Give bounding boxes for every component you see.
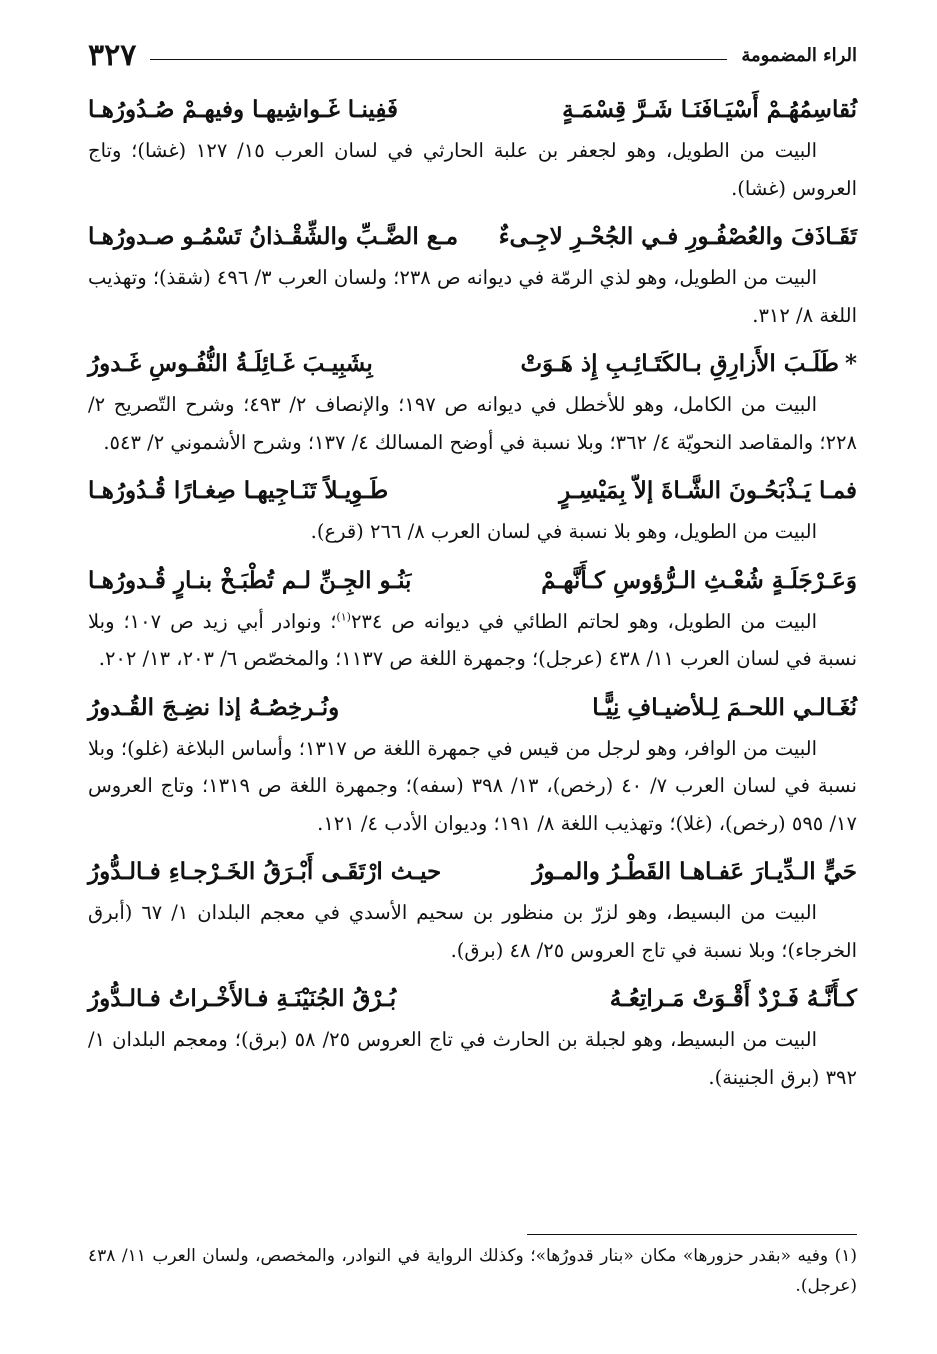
verse-commentary: البيت من الكامل، وهو للأخطل في ديوانه ص ١٩٧؛ والإنصاف ٢/ ٤٩٣؛ وشرح التّصريح ٢/ ٢٢٨؛ والمقاصد النحويّة ٤/ ٣٦٢؛ وبلا نسبة في أوضح المسالك ٤/ ١٣٧؛ وشرح الأشموني ٢/ ٥٤٣. [88, 393, 857, 454]
page-number: ٣٢٧ [88, 37, 137, 73]
first-hemistich: حَيٍّ الـدِّيـارَ عَفـاهـا القَطْـرُ والمـورُ [532, 858, 857, 885]
commentary-text: ؛ ونوادر أبي زيد ص ١٠٧؛ وبلا نسبة في لسان العرب ١١/ ٤٣٨ (عرجل)؛ وجمهرة اللغة ص ١١٣٧؛ والمخصّص ٦/ ٢٠٣، ١٣/ ٢٠٢. [88, 609, 857, 670]
first-hemistich: فمـا يَـذْبَحُـونَ الشَّـاةَ إلاّ بِمَيْسِـرٍ [559, 477, 857, 504]
verse-commentary: البيت من الطويل، وهو لجعفر بن علبة الحارثي في لسان العرب ١٥/ ١٢٧ (غشا)؛ وتاج العروس (غشا). [88, 139, 857, 200]
second-hemistich: بَنُـو الجِـنِّ لـم تُطْبَـخْ بنـارٍ قُـدورُهـا [88, 566, 412, 594]
verse [88, 342, 857, 386]
second-hemistich: بِشَبِيـبَ غَـائِلَـةُ النُّفُـوسِ غَـدورُ [88, 350, 373, 377]
verse [88, 977, 857, 1021]
verse [88, 686, 857, 730]
verse-commentary: البيت من البسيط، وهو لجبلة بن الحارث في تاج العروس ٢٥/ ٥٨ (برق)؛ ومعجم البلدان ١/ ٣٩٢ (برق الجنينة). [88, 1028, 857, 1089]
second-hemistich: ونُـرخِصُـهُ إذا نضِـجَ القُـدورُ [88, 693, 340, 721]
verse-commentary: البيت من البسيط، وهو لزرّ بن منظور بن سحيم الأسدي في معجم البلدان ١/ ٦٧ (أبرق الخرجاء)؛ وبلا نسبة في تاج العروس ٢٥/ ٤٨ (برق). [88, 901, 857, 962]
footnote-marker[interactable]: (١) [336, 610, 351, 623]
second-hemistich: طَـوِيـلاً تَنَـاجِيهـا صِغـارًا قُـدُورُهـا [88, 477, 389, 504]
first-hemistich: تَقَـاذَفَ والعُصْفُـورِ فـي الجُحْـرِ لاجِـىءٌ [498, 223, 857, 250]
footnote: (١) وفيه «بقدر حزورها» مكان «بنار قدورُها»؛ وكذلك الرواية في النوادر، والمخصص، ولسان العرب ١١/ ٤٣٨ (عرجل). [88, 1246, 857, 1296]
first-hemistich: نُقاسِمُهُـمْ أَسْيَـافَنَـا شَـرَّ قِسْمَـةٍ [562, 96, 857, 123]
second-hemistich: بُـرْقُ الجُنَيْنَـةِ فـالأَخْـراتُ فـالـدُّورُ [88, 985, 397, 1012]
verse [88, 469, 857, 513]
page-header [88, 30, 857, 80]
second-hemistich: مـع الضَّـبِّ والشِّقْـذانُ تَسْمُـو صـدورُهـا [88, 223, 459, 250]
first-hemistich [520, 342, 857, 386]
hemistich-text: طَلَـبَ الأَزارِقِ بـالكَتَـائِـبِ إِذ هَـوَتْ [520, 350, 839, 377]
first-hemistich: وَعَـرْجَلَـةٍ شُعْـثِ الـرُّؤوسِ كـأَنَّهـمْ [541, 566, 857, 594]
asterisk-marker: * [844, 350, 857, 377]
verse-commentary: البيت من الطويل، وهو لذي الرمّة في ديوانه ص ٢٣٨؛ ولسان العرب ٣/ ٤٩٦ (شقذ)؛ وتهذيب اللغة ٨/ ٣١٢. [88, 266, 857, 327]
verse [88, 559, 857, 603]
verse-commentary: البيت من الطويل، وهو بلا نسبة في لسان العرب ٨/ ٢٦٦ (قرع). [310, 520, 817, 543]
footnote-separator [527, 1234, 857, 1235]
verse [88, 88, 857, 132]
page-body [88, 30, 857, 1096]
second-hemistich: فَفِينـا غَـواشِيهـا وفيهـمْ صُـدُورُهـا [88, 96, 398, 123]
header-rule [150, 59, 727, 60]
section-title: الراء المضمومة [741, 44, 857, 66]
verse [88, 215, 857, 259]
verse-commentary: البيت من الوافر، وهو لرجل من قيس في جمهرة اللغة ص ١٣١٧؛ وأساس البلاغة (غلو)؛ وبلا نسبة في لسان العرب ٧/ ٤٠ (رخص)، ١٣/ ٣٩٨ (سفه)؛ وجمهرة اللغة ص ١٣١٩؛ وتاج العروس ١٧/ ٥٩٥ (رخص)، (غلا)؛ وتهذيب اللغة ٨/ ١٩١؛ وديوان الأدب ٤/ ١٢١. [88, 736, 857, 835]
commentary-text: البيت من الطويل، وهو لحاتم الطائي في ديوانه ص ٢٣٤ [350, 609, 817, 633]
first-hemistich: نُغَـالـي اللحـمَ لِـلأضيـافِ نِيًّـا [592, 693, 857, 721]
first-hemistich: كـأَنَّـهُ فَـرْدٌ أَقْـوَتْ مَـراتِعُـهُ [609, 985, 857, 1012]
verse-commentary [88, 603, 857, 678]
second-hemistich: حيـث ارْتَقَـى أَبْـرَقُ الخَـرْجـاءِ فـالـدُّورُ [88, 858, 442, 885]
verse [88, 850, 857, 894]
